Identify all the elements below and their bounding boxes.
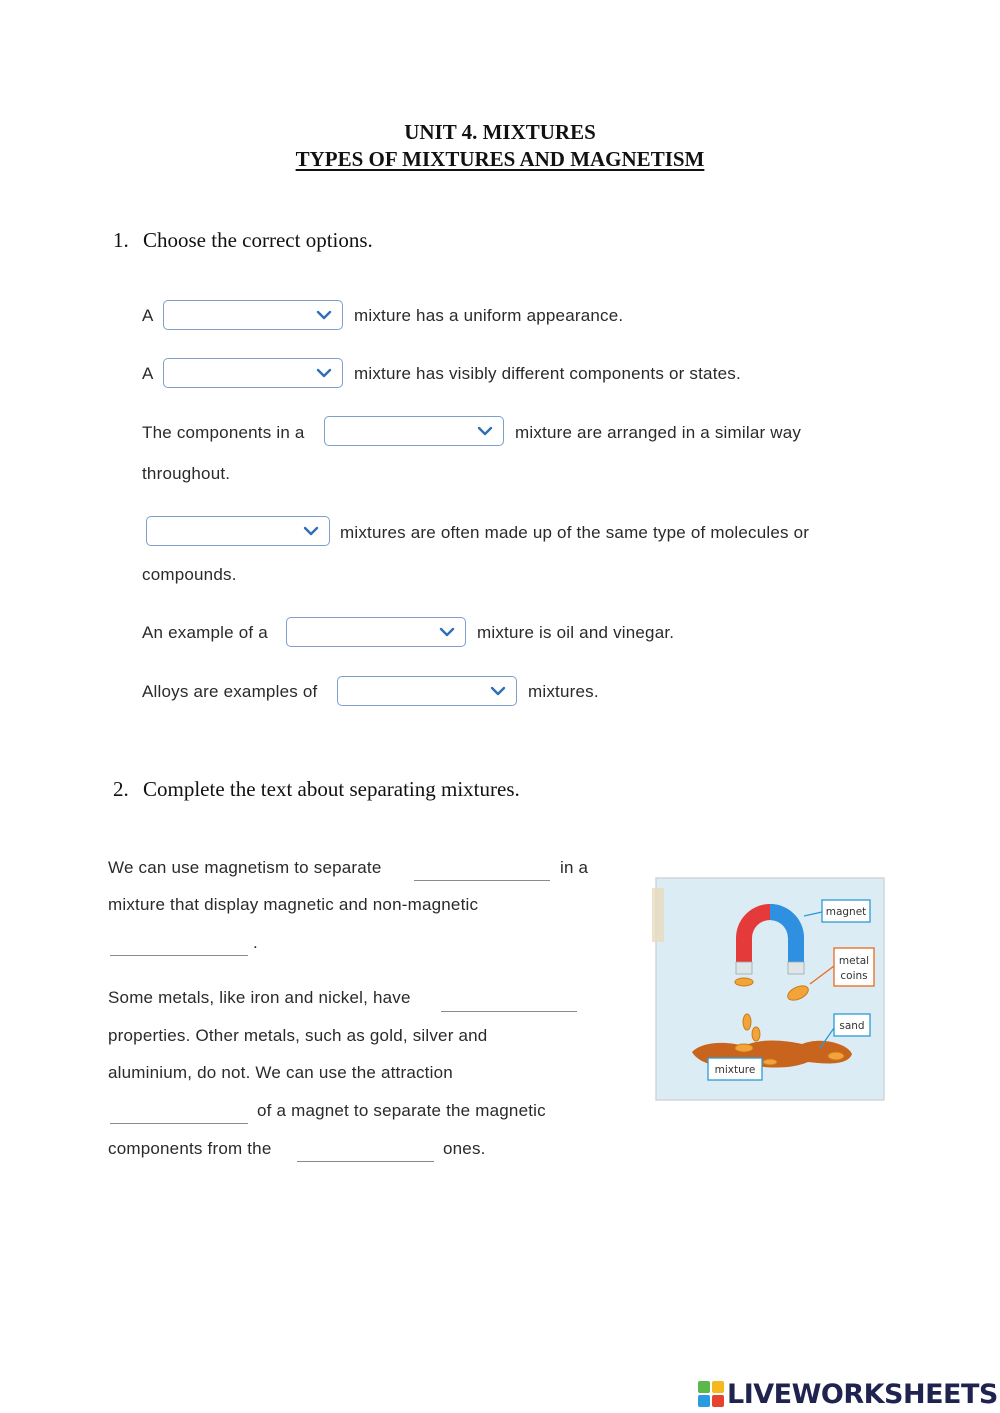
item-5-before: An example of a <box>142 623 268 642</box>
item-3-after: mixture are arranged in a similar way <box>515 423 802 442</box>
liveworksheets-logo <box>698 1378 998 1410</box>
para2-line5-a: components from the <box>108 1139 272 1158</box>
blank-input-3[interactable] <box>441 1010 577 1012</box>
coin <box>763 1059 777 1065</box>
blank-input-4[interactable] <box>110 1122 248 1124</box>
blank-input-1[interactable] <box>414 879 550 881</box>
unit-title: UNIT 4. MIXTURES <box>404 120 596 144</box>
coin <box>735 978 753 986</box>
para1-line2: mixture that display magnetic and non-magnetic <box>108 895 479 914</box>
question-number: 2. <box>113 777 129 801</box>
dropdown-4[interactable] <box>146 516 330 546</box>
para1-line1-b: in a <box>560 858 589 877</box>
para1-line3-end: . <box>253 933 258 952</box>
subtitle-text: TYPES OF MIXTURES AND MAGNETISM <box>295 147 705 171</box>
coin <box>828 1052 844 1060</box>
dropdown-1[interactable] <box>163 300 343 330</box>
blank-input-5[interactable] <box>297 1160 434 1162</box>
para1-line1-a: We can use magnetism to separate <box>108 858 382 877</box>
item-2-after: mixture has visibly different components or states. <box>354 364 741 383</box>
para2-line4: of a magnet to separate the magnetic <box>257 1101 546 1120</box>
dropdown-3[interactable] <box>324 416 504 446</box>
para2-line1: Some metals, like iron and nickel, have <box>108 988 411 1007</box>
item-2-before: A <box>142 364 154 383</box>
dropdown-2[interactable] <box>163 358 343 388</box>
question-2-heading <box>113 777 520 802</box>
chevron-down-icon <box>316 308 332 322</box>
item-1-after: mixture has a uniform appearance. <box>354 306 624 325</box>
item-5-after: mixture is oil and vinegar. <box>477 623 675 642</box>
chevron-down-icon <box>477 424 493 438</box>
chevron-down-icon <box>439 625 455 639</box>
label-coins: coins <box>840 970 868 982</box>
chevron-down-icon <box>316 366 332 380</box>
para2-line3: aluminium, do not. We can use the attraction <box>108 1063 453 1082</box>
tape-strip <box>652 888 664 942</box>
coin <box>743 1014 751 1030</box>
item-6-before: Alloys are examples of <box>142 682 318 701</box>
item-1-before: A <box>142 306 154 325</box>
coin <box>752 1027 760 1041</box>
question-text: Choose the correct options. <box>143 228 373 252</box>
label-sand: sand <box>839 1020 865 1032</box>
para2-line2: properties. Other metals, such as gold, silver and <box>108 1026 488 1045</box>
magnet-red-tip <box>736 962 752 974</box>
label-magnet: magnet <box>825 906 867 918</box>
dropdown-5[interactable] <box>286 617 466 647</box>
question-number: 1. <box>113 228 129 252</box>
item-3-before: The components in a <box>142 423 305 442</box>
label-metal: metal <box>838 955 870 967</box>
magnet-blue-tip <box>788 962 804 974</box>
para2-line5-b: ones. <box>443 1139 486 1158</box>
label-mixture: mixture <box>714 1064 756 1076</box>
chevron-down-icon <box>303 524 319 538</box>
item-3-continuation: throughout. <box>142 464 231 483</box>
dropdown-6[interactable] <box>337 676 517 706</box>
brand-name: LIVEWORKSHEETS <box>727 1378 998 1410</box>
magnet-separation-illustration <box>652 876 886 1102</box>
chevron-down-icon <box>490 684 506 698</box>
liveworksheets-logo-icon <box>698 1381 724 1407</box>
item-4-continuation: compounds. <box>142 565 237 584</box>
item-6-after: mixtures. <box>528 682 599 701</box>
question-text: Complete the text about separating mixtures. <box>143 777 520 801</box>
blank-input-2[interactable] <box>110 954 248 956</box>
coin <box>735 1044 753 1052</box>
item-4-after: mixtures are often made up of the same type of molecules or <box>340 523 810 542</box>
question-1-heading <box>113 228 373 253</box>
page-subtitle <box>0 147 1000 172</box>
